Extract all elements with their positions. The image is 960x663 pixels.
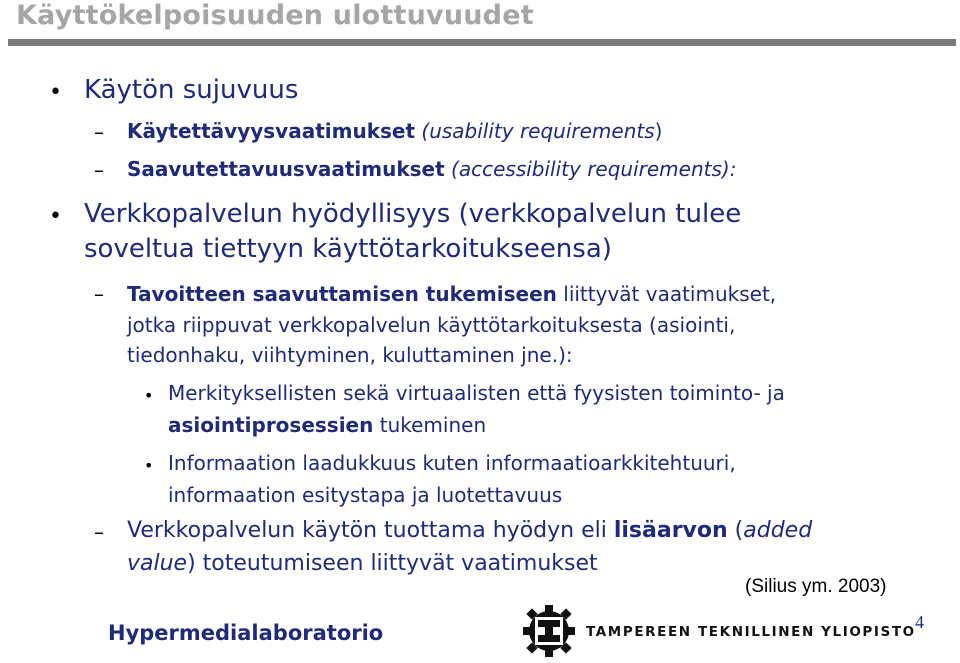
sub-usability-requirements — [127, 119, 662, 143]
footer-lab-name: Hypermedialaboratorio — [108, 621, 384, 645]
sub-usability-italic: (usability requirements — [415, 119, 655, 143]
sub-usability-bold: Käytettävyysvaatimukset — [127, 119, 416, 143]
bullet-1-text: Käytön sujuvuus — [84, 75, 299, 105]
title-divider — [8, 39, 956, 46]
added-value-bold: lisäarvon — [613, 518, 728, 543]
item-processes-line-1: Merkityksellisten sekä virtuaalisten että fyysisten toiminto- ja — [168, 381, 785, 405]
sub-accessibility-requirements — [127, 157, 736, 181]
added-value-tail: ) toteutumiseen liittyvät vaatimukset — [187, 551, 598, 576]
sub-usability-tail: ) — [654, 119, 663, 143]
dash-marker: – — [94, 282, 104, 306]
sub-accessibility-bold: Saavutettavuusvaatimukset — [127, 157, 445, 181]
sub-goal-support-tail: liittyvät vaatimukset, — [556, 282, 777, 306]
sub-added-value-line-1 — [127, 518, 812, 543]
dash-marker: – — [94, 158, 104, 182]
added-value-italic-1: added — [743, 518, 813, 543]
item-information-line-2: informaation esitystapa ja luotettavuus — [168, 483, 563, 507]
item-processes-bold: asiointiprosessien — [168, 413, 374, 437]
item-processes-tail: tukeminen — [373, 413, 487, 437]
page-number: 4 — [915, 612, 924, 632]
added-value-open: ( — [727, 518, 744, 543]
footer-university-name: TAMPEREEN TEKNILLINEN YLIOPISTO — [586, 624, 916, 640]
added-value-italic-2: value — [127, 551, 188, 576]
item-information-line-1: Informaation laadukkuus kuten informaatioarkkitehtuuri, — [168, 451, 736, 475]
small-bullet-dot: • — [144, 456, 154, 475]
sub-goal-support-line-2: jotka riippuvat verkkopalvelun käyttötarkoituksesta (asiointi, — [127, 313, 736, 337]
bullet-dot: • — [49, 80, 62, 105]
sub-goal-support-bold: Tavoitteen saavuttamisen tukemiseen — [127, 282, 557, 306]
dash-marker: – — [94, 520, 104, 544]
sub-goal-support-line-3: tiedonhaku, viihtyminen, kuluttaminen jne.): — [127, 343, 573, 367]
tut-gear-logo-icon — [519, 603, 579, 663]
item-processes-line-2 — [168, 413, 486, 437]
bullet-2-line-2: soveltua tiettyyn käyttötarkoitukseensa) — [84, 234, 612, 264]
added-value-pre: Verkkopalvelun käytön tuottama hyödyn eli — [127, 518, 614, 543]
sub-added-value-line-2 — [127, 551, 598, 576]
slide-title: Käyttökelpoisuuden ulottuvuudet — [16, 0, 534, 31]
bullet-dot: • — [49, 204, 62, 229]
sub-goal-support-line-1 — [127, 282, 776, 306]
citation: (Silius ym. 2003) — [745, 576, 887, 597]
small-bullet-dot: • — [144, 386, 154, 405]
sub-accessibility-italic: (accessibility requirements): — [444, 157, 737, 181]
bullet-2-line-1: Verkkopalvelun hyödyllisyys (verkkopalvelun tulee — [84, 199, 742, 229]
dash-marker: – — [94, 120, 104, 144]
